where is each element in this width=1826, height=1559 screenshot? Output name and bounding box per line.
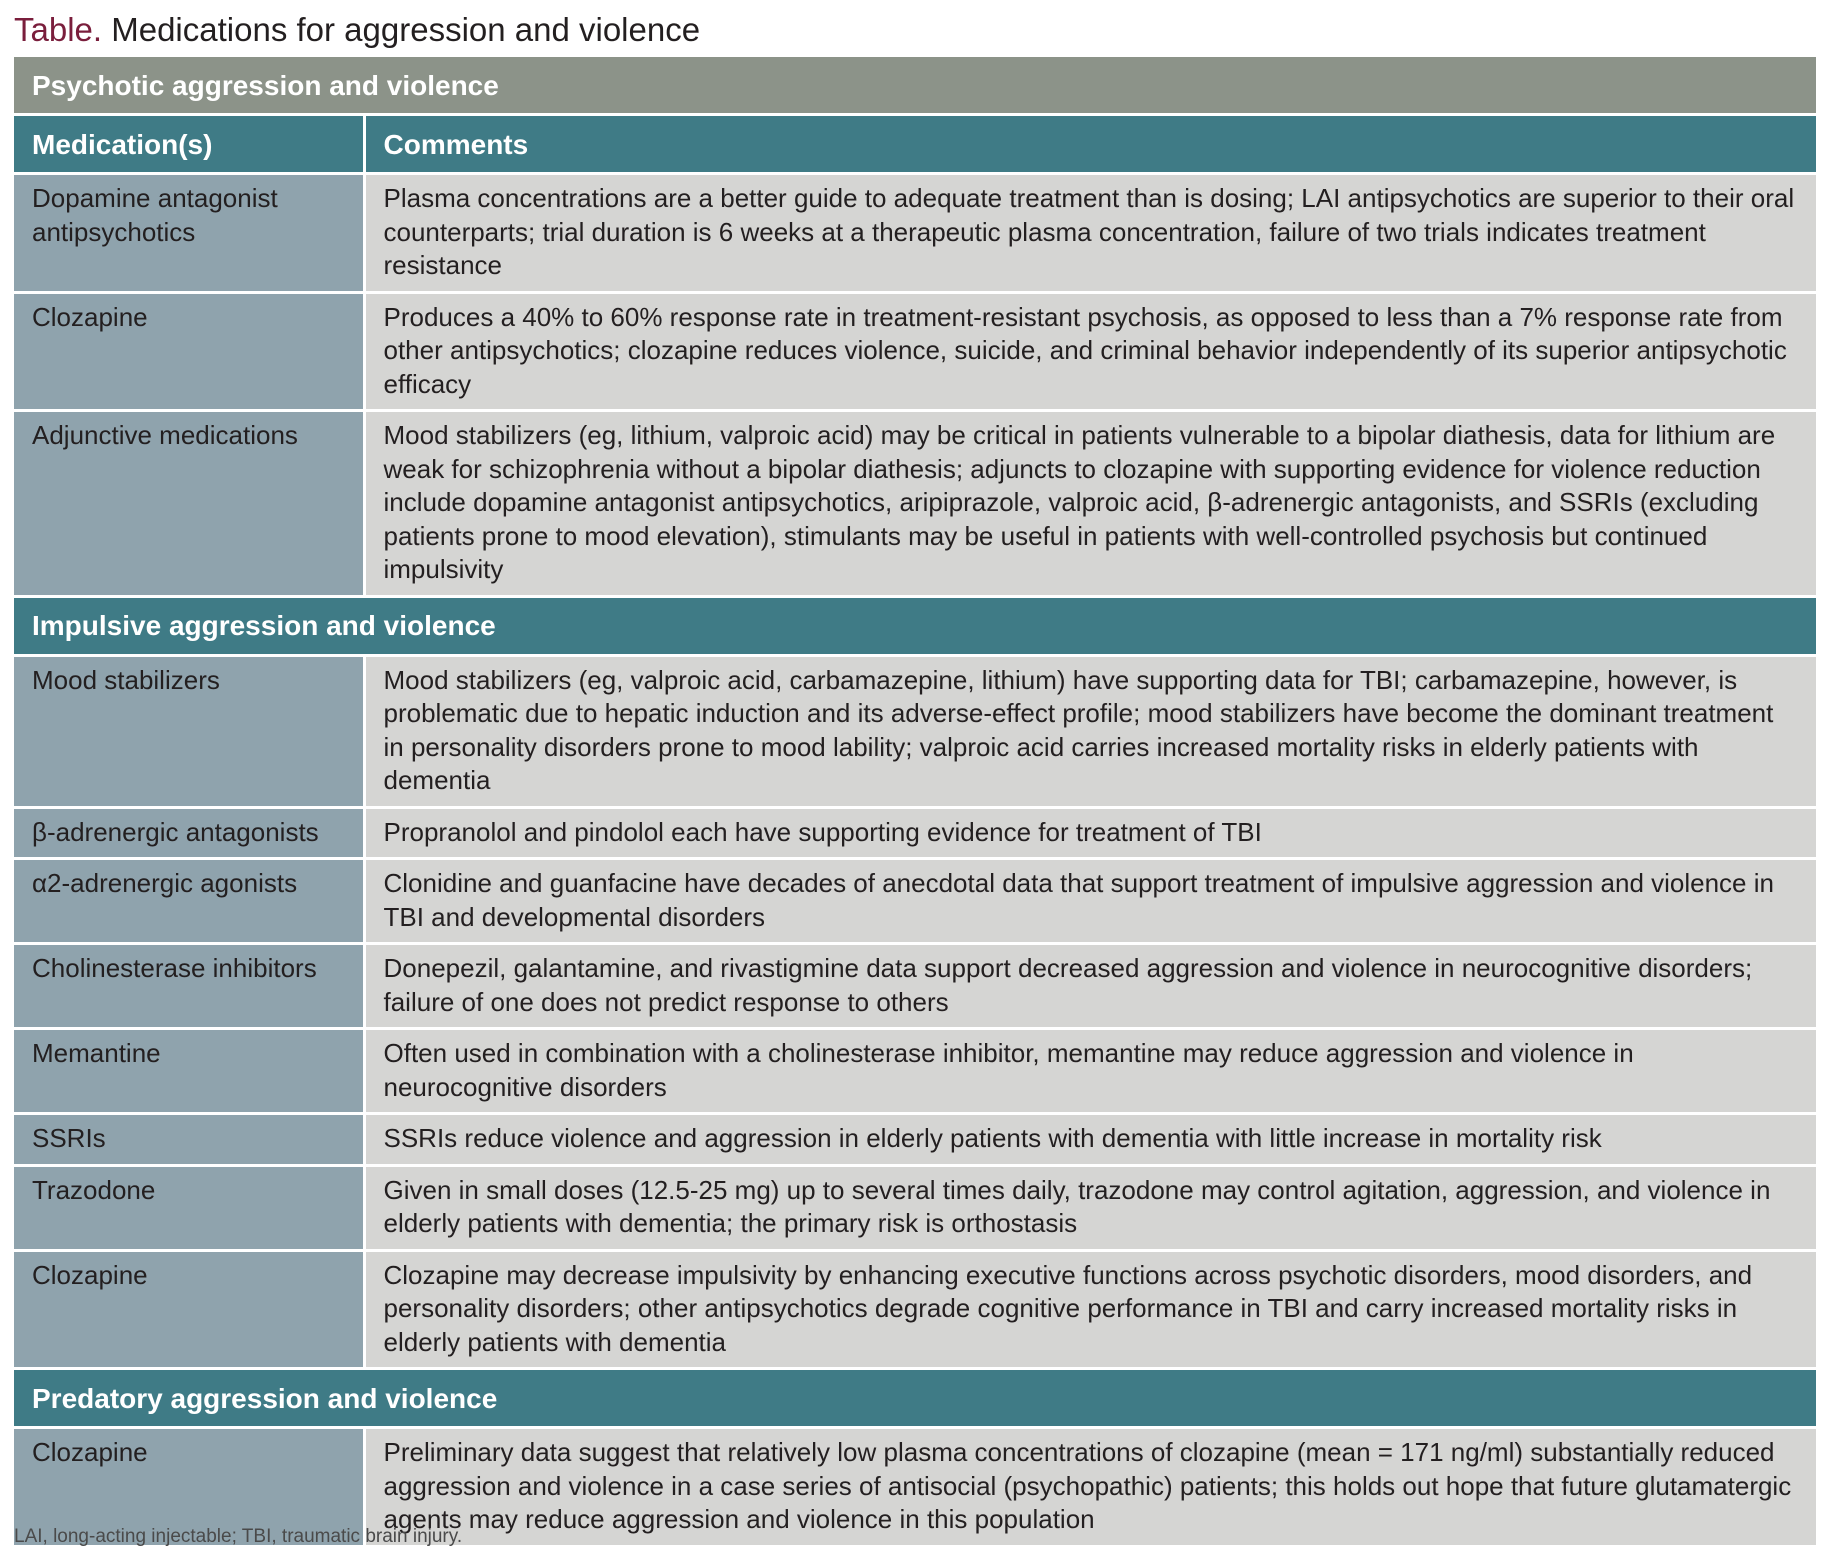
comment-cell: SSRIs reduce violence and aggression in elderly patients with dementia with little increase in mortality risk xyxy=(364,1114,1816,1166)
table-title-text: Medications for aggression and violence xyxy=(102,11,701,48)
medications-table xyxy=(14,57,1816,1548)
table-footnote: LAI, long-acting injectable; TBI, traumatic brain injury. xyxy=(14,1526,463,1547)
table-title xyxy=(14,8,700,52)
table-row xyxy=(14,655,1816,807)
comment-cell: Propranolol and pindolol each have supporting evidence for treatment of TBI xyxy=(364,807,1816,859)
medication-cell: Clozapine xyxy=(14,292,364,411)
medication-cell: SSRIs xyxy=(14,1114,364,1166)
column-header-comments: Comments xyxy=(364,115,1816,174)
table-row xyxy=(14,1029,1816,1114)
medication-cell: Trazodone xyxy=(14,1165,364,1250)
table-row xyxy=(14,174,1816,293)
comment-cell: Produces a 40% to 60% response rate in treatment-resistant psychosis, as opposed to less than a 7% response rate from other antipsychotics; clozapine reduces violence, suicide, and criminal behavior independently of its superior antipsychotic efficacy xyxy=(364,292,1816,411)
medication-cell: α2-adrenergic agonists xyxy=(14,859,364,944)
table-row xyxy=(14,944,1816,1029)
comment-cell: Clozapine may decrease impulsivity by enhancing executive functions across psychotic disorders, mood disorders, and personality disorders; other antipsychotics degrade cognitive performance in TBI and carry increased mortality risks in elderly patients with dementia xyxy=(364,1250,1816,1369)
table-row xyxy=(14,1114,1816,1166)
medication-cell: Memantine xyxy=(14,1029,364,1114)
medication-cell: Mood stabilizers xyxy=(14,655,364,807)
comment-cell: Donepezil, galantamine, and rivastigmine data support decreased aggression and violence in neurocognitive disorders; failure of one does not predict response to others xyxy=(364,944,1816,1029)
table-row xyxy=(14,1250,1816,1369)
section-title: Impulsive aggression and violence xyxy=(14,596,1816,655)
table-row xyxy=(14,859,1816,944)
section-title: Predatory aggression and violence xyxy=(14,1369,1816,1428)
comment-cell: Mood stabilizers (eg, lithium, valproic acid) may be critical in patients vulnerable to a bipolar diathesis, data for lithium are weak for schizophrenia without a bipolar diathesis; adjuncts to clozapine with supporting evidence for violence reduction include dopamine antagonist antipsychotics, aripiprazole, valproic acid, β-adrenergic antagonists, and SSRIs (excluding patients prone to mood elevation), stimulants may be useful in patients with well-controlled psychosis but continued impulsivity xyxy=(364,411,1816,597)
comment-cell: Given in small doses (12.5-25 mg) up to several times daily, trazodone may control agitation, aggression, and violence in elderly patients with dementia; the primary risk is orthostasis xyxy=(364,1165,1816,1250)
section-title: Psychotic aggression and violence xyxy=(14,57,1816,115)
comment-cell: Preliminary data suggest that relatively low plasma concentrations of clozapine (mean = 171 ng/ml) substantially reduced aggression and violence in a case series of antisocial (psychopathic) patients; this holds out hope that future glutamatergic agents may reduce aggression and violence in this population xyxy=(364,1428,1816,1547)
table-row xyxy=(14,411,1816,597)
comment-cell: Plasma concentrations are a better guide to adequate treatment than is dosing; LAI antipsychotics are superior to their oral counterparts; trial duration is 6 weeks at a therapeutic plasma concentration, failure of two trials indicates treatment resistance xyxy=(364,174,1816,293)
medication-cell: Clozapine xyxy=(14,1250,364,1369)
medication-cell: Clozapine xyxy=(14,1428,364,1547)
medication-cell: β-adrenergic antagonists xyxy=(14,807,364,859)
table-title-lead: Table. xyxy=(14,11,103,48)
comment-cell: Mood stabilizers (eg, valproic acid, carbamazepine, lithium) have supporting data for TBI; carbamazepine, however, is problematic due to hepatic induction and its adverse-effect profile; mood stabilizers have become the dominant treatment in personality disorders prone to mood lability; valproic acid carries increased mortality risks in elderly patients with dementia xyxy=(364,655,1816,807)
table-row xyxy=(14,1165,1816,1250)
medication-cell: Dopamine antagonist antipsychotics xyxy=(14,174,364,293)
medication-cell: Cholinesterase inhibitors xyxy=(14,944,364,1029)
section-header-predatory xyxy=(14,1369,1816,1428)
medication-cell: Adjunctive medications xyxy=(14,411,364,597)
table-row xyxy=(14,807,1816,859)
comment-cell: Clonidine and guanfacine have decades of anecdotal data that support treatment of impulsive aggression and violence in TBI and developmental disorders xyxy=(364,859,1816,944)
section-header-impulsive xyxy=(14,596,1816,655)
comment-cell: Often used in combination with a cholinesterase inhibitor, memantine may reduce aggression and violence in neurocognitive disorders xyxy=(364,1029,1816,1114)
column-header-medication: Medication(s) xyxy=(14,115,364,174)
section-header-psychotic xyxy=(14,57,1816,115)
table-row xyxy=(14,292,1816,411)
column-header-row xyxy=(14,115,1816,174)
